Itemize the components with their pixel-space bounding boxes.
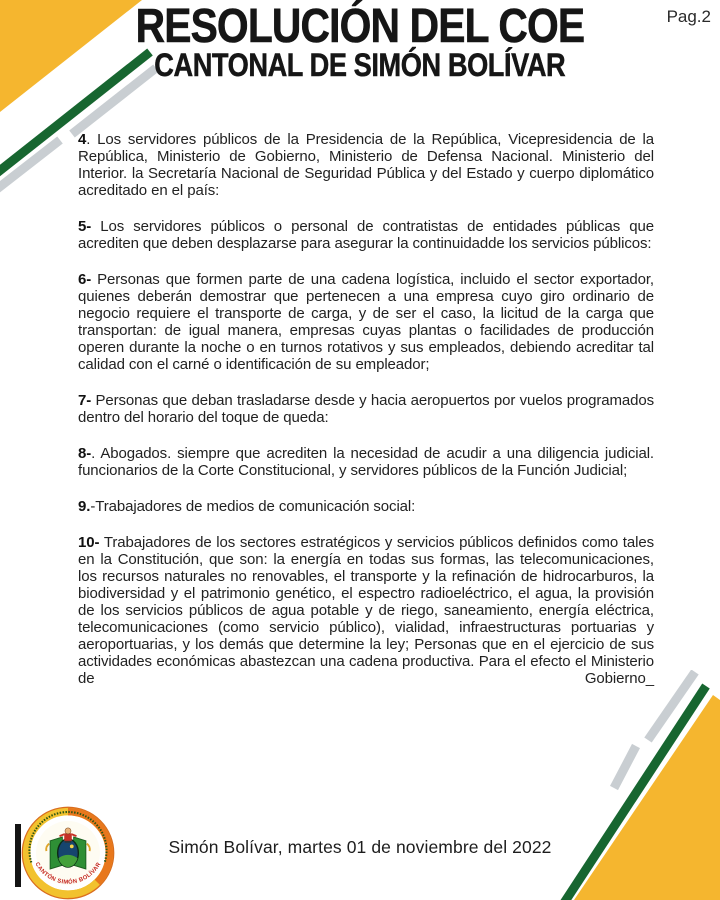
page-number: Pag.2 xyxy=(666,7,711,26)
resolution-item-6 xyxy=(78,271,654,373)
item-text: Trabajadores de los sectores estratégicos y servicios públicos definidos como tales en la Constitución, que son: la energía en todas sus formas, las telecomunicaciones, los recursos naturales no renovables, el transporte y la refinación de hidrocarburos, la biodiversidad y el patrimonio genético, el espectro radioeléctrico, el agua, la provisión de los servicios públicos de agua potable y de riego, saneamiento, energía eléctrica, telecomunicaciones (como servicio público), vialidad, infraestructuras portuarias y aeroportuarias, y los demás que determine la ley; Personas que en el ejercicio de sus actividades económicas abastezcan una cadena productiva. Para el efecto el Ministerio de Gobierno_ xyxy=(78,534,654,687)
item-text: . Abogados. siempre que acrediten la necesidad de acudir a una diligencia judicial. funcionarios de la Corte Constitucional, y servidores públicos de la Función Judicial; xyxy=(78,445,654,479)
item-text: Personas que deban trasladarse desde y hacia aeropuertos por vuelos programados dentro del horario del toque de queda: xyxy=(78,392,654,426)
item-number: 10- xyxy=(78,534,100,551)
item-number: 8- xyxy=(78,445,92,462)
gray-stripe xyxy=(614,746,636,788)
seal-bottom-text: CANTÓN SIMÓN BOLÍVAR xyxy=(33,861,103,886)
resolution-item-9 xyxy=(78,498,654,515)
resolution-item-4 xyxy=(78,131,654,199)
item-text: Personas que formen parte de una cadena logística, incluido el sector exportador, quienes deberán demostrar que pertenecen a una empresa cuyo giro ordinario de negocio requiere el transporte de carga, y de ser el caso, la licitud de la carga que transportan: de igual manera, empresas cuyas plantas o facilidades de producción operen durante la noche o en turnos rotativos y sus empleados, debiendo acreditar tal calidad con el carné o identificación de su empleador; xyxy=(78,271,654,373)
resolution-item-5 xyxy=(78,218,654,252)
item-text: . Los servidores públicos de la Presidencia de la República, Vicepresidencia de la República, Ministerio de Gobierno, Ministerio de Defensa Nacional. Ministerio del Interior. la Secretaría Nacional de Seguridad Pública y del Estado y cuerpo diplomático acreditado en el país: xyxy=(78,131,654,199)
item-number: 9. xyxy=(78,498,91,515)
item-text: -Trabajadores de medios de comunicación social: xyxy=(90,498,416,515)
yellow-corner-triangle xyxy=(574,695,720,900)
title-line-2: CANTONAL DE SIMÓN BOLÍVAR xyxy=(154,47,566,83)
dateline: Simón Bolívar, martes 01 de noviembre del 2022 xyxy=(168,837,552,857)
resolution-item-7 xyxy=(78,392,654,426)
item-number: 5- xyxy=(78,218,92,235)
item-number: 4 xyxy=(78,131,87,148)
document-body xyxy=(78,131,654,706)
item-number: 7- xyxy=(78,392,92,409)
title-line-1: RESOLUCIÓN DEL COE xyxy=(135,0,585,53)
item-number: 6- xyxy=(78,271,92,288)
resolution-item-8 xyxy=(78,445,654,479)
item-text: Los servidores públicos o personal de contratistas de entidades públicas que acrediten que deben desplazarse para asegurar la continuidadde los servicios públicos: xyxy=(78,218,654,252)
resolution-item-10 xyxy=(78,534,654,687)
document-header xyxy=(0,0,720,83)
